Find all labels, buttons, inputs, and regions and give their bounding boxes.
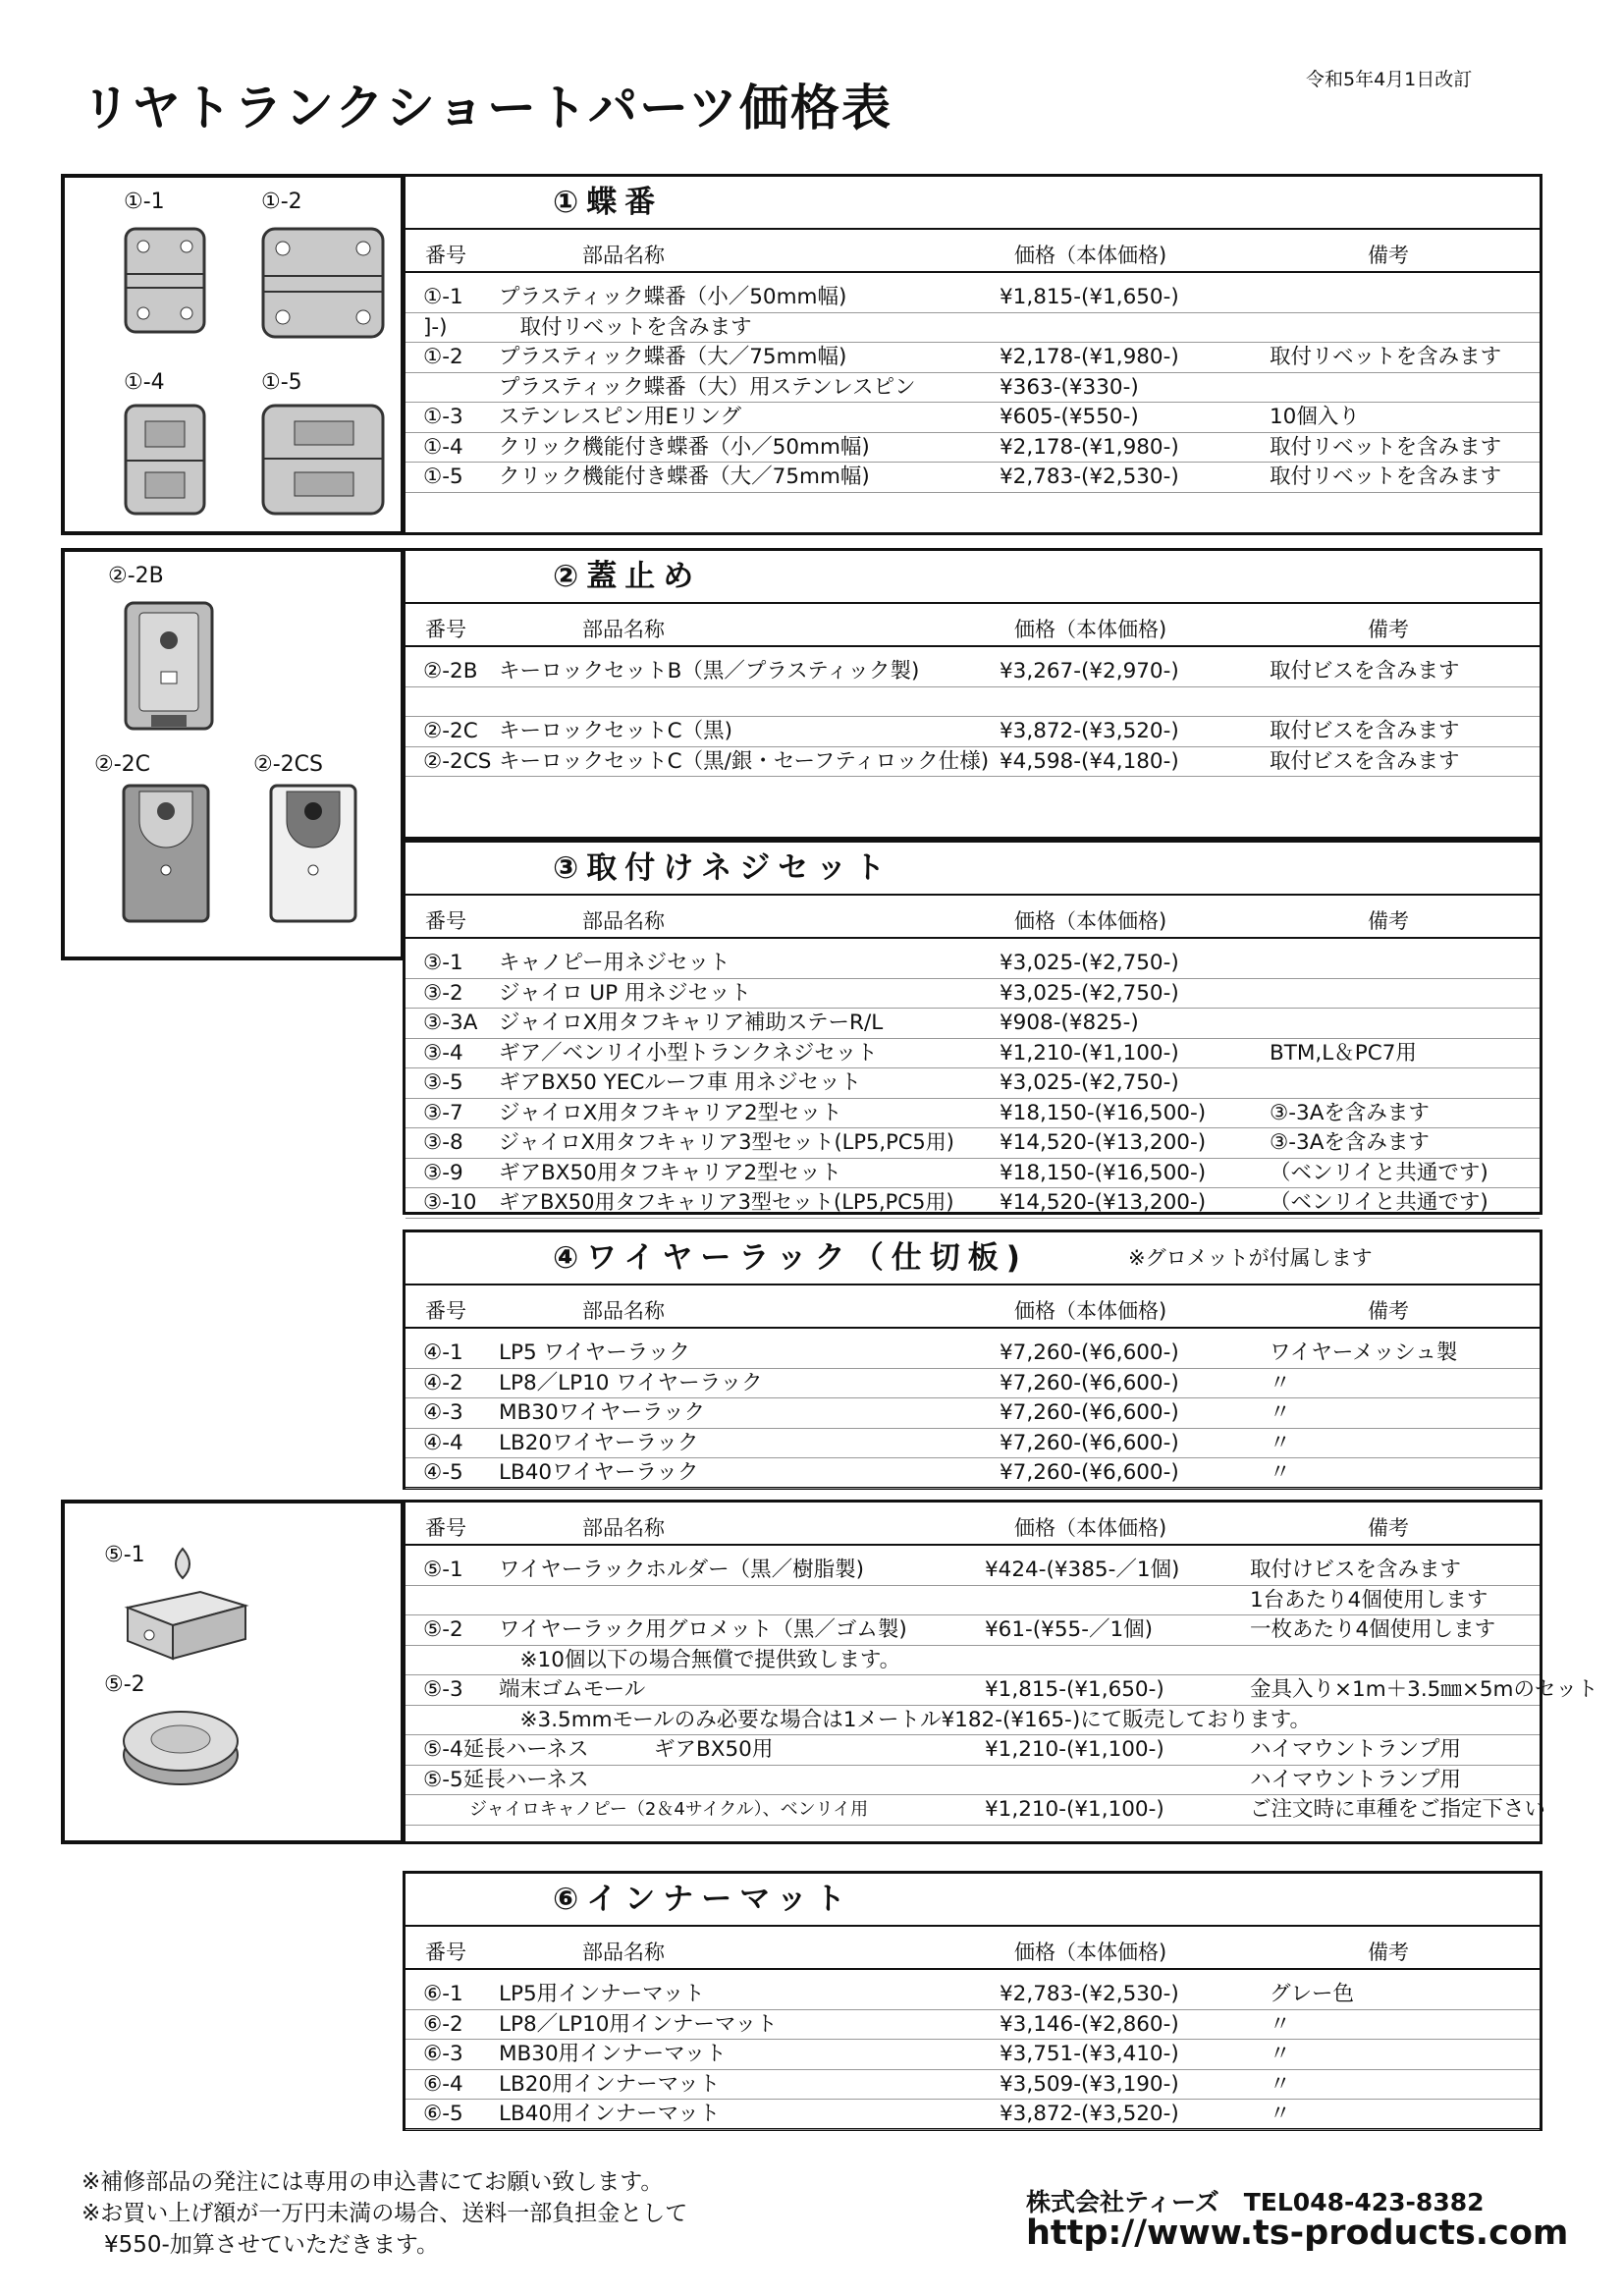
image-label: ⑤-2 [104,1672,145,1697]
cell-note: 取付けビスを含みます [1250,1558,1462,1582]
cell-name: LP8／LP10用インナーマット [499,2011,778,2037]
cell-name: キャノピー用ネジセット [499,951,730,975]
table-row [406,1675,1598,1706]
cell-no: ①-3 [423,405,463,429]
table-row [406,1646,1540,1676]
table-row [406,343,1540,373]
cell-name: ワイヤーラックホルダー（黒／樹脂製) [499,1558,864,1582]
cell-no: ③-5 [423,1070,463,1095]
column-header-note: 備考 [1368,244,1409,267]
cell-price: ¥7,260-(¥6,600-) [1000,1370,1179,1395]
cell-note: ③-3Aを含みます [1270,1130,1430,1155]
cell-no: ⑤-4延長ハーネス [423,1737,589,1762]
cell-note: 〃 [1270,2102,1291,2126]
cell-no: ⑥-3 [423,2042,463,2066]
column-header-no: 番号 [425,1941,466,1964]
column-header-price: 価格（本体価格) [1014,1299,1167,1323]
cell-name: LB40ワイヤーラック [499,1460,699,1485]
image-label: ②-2C [94,752,151,777]
section-title-text: ⑥インナーマット [553,1882,854,1917]
cell-price: ¥3,872-(¥3,520-) [1000,2102,1179,2126]
cell-no: ⑥-2 [423,2011,463,2037]
table-row [406,2070,1540,2101]
footer-notes [81,2166,687,2261]
cell-note: （ベンリイと共通です) [1270,1190,1488,1215]
cell-price: ¥7,260-(¥6,600-) [1000,1340,1179,1365]
table-row [406,1369,1540,1399]
section-title [406,177,1540,230]
cell-note: 〃 [1270,2042,1291,2066]
table-row [406,657,1540,687]
cell-name: ギアBX50用タフキャリア3型セット(LP5,PC5用) [499,1190,954,1214]
wire-rack-holder-image [114,1541,261,1668]
cell-name: ジャイロ UP 用ネジセット [499,980,751,1006]
table-row [406,1188,1540,1219]
company-info: 株式会社ティーズ TEL048-423-8382 [1026,2188,1485,2216]
cell-no: ⑤-2 [423,1617,463,1642]
section-title [406,1874,1540,1927]
cell-no: ①-4 [423,434,463,460]
image-panel-5 [61,1500,405,1844]
cell-price: ¥3,751-(¥3,410-) [1000,2042,1179,2066]
cell-note: 取付リベットを含みます [1270,345,1502,369]
cell-price: ¥3,509-(¥3,190-) [1000,2071,1179,2097]
image-label: ①-4 [124,370,165,395]
table-row [406,687,1540,718]
cell-name: キーロックセットC（黒) [499,719,732,743]
cell-note: （ベンリイと共通です) [1270,1160,1488,1185]
column-header-price: 価格（本体価格) [1014,1941,1167,1964]
column-header-no: 番号 [425,618,466,641]
company-url[interactable]: http://www.ts-products.com [1026,2214,1569,2253]
table-row [406,463,1540,493]
cell-price: ¥14,520-(¥13,200-) [1000,1190,1207,1215]
cell-name: ギアBX50用タフキャリア2型セット [499,1160,842,1185]
cell-note: 取付リベットを含みます [1270,434,1502,460]
cell-price: ¥18,150-(¥16,500-) [1000,1100,1207,1125]
cell-name: キーロックセットC（黒/銀・セーフティロック仕様) [499,748,990,774]
cell-price: ¥2,783-(¥2,530-) [1000,1982,1179,2006]
column-header-name: 部品名称 [582,1516,665,1540]
cell-note: ワイヤーメッシュ製 [1270,1340,1458,1365]
cell-name: ジャイロX用タフキャリア2型セット [499,1100,842,1125]
column-header [406,1503,1540,1546]
cell-price: ¥3,025-(¥2,750-) [1000,951,1179,975]
table-row [406,373,1540,404]
footer-note-1: ※補修部品の発注には専用の申込書にてお願い致します。 [81,2169,664,2195]
table-row [406,1735,1540,1766]
section-title [406,843,1540,896]
cell-name: ジャイロキャノピー（2＆4サイクル）、ベンリイ用 [469,1799,869,1820]
section-screw-set [403,840,1542,1215]
column-header [406,230,1540,273]
section-lid-stopper [403,548,1542,840]
click-hinge-small-image [122,402,210,519]
section-title [406,1232,1540,1285]
cell-no: ①-2 [423,345,463,369]
cell-note: 1台あたり4個使用します [1250,1587,1488,1613]
cell-price: ¥3,146-(¥2,860-) [1000,2011,1179,2037]
cell-price: ¥424-(¥385-／1個) [985,1558,1180,1582]
table-row [406,2100,1540,2130]
cell-no: ③-10 [423,1190,477,1215]
table-row [406,1795,1546,1826]
table-row [406,433,1540,464]
revision-date: 令和5年4月1日改訂 [1306,69,1473,90]
column-header-note: 備考 [1368,1516,1409,1540]
cell-note: グレー色 [1270,1982,1355,2006]
column-header-note: 備考 [1368,618,1409,641]
cell-name: MB30用インナーマット [499,2042,727,2066]
table-row [406,1586,1540,1616]
column-header-no: 番号 [425,1299,466,1323]
cell-note: 〃 [1270,1430,1291,1455]
column-header [406,1285,1540,1329]
table-row [406,2010,1540,2041]
column-header [406,1927,1540,1970]
column-header-name: 部品名称 [582,1299,665,1323]
cell-no: ①-5 [423,465,463,489]
cell-no: ③-8 [423,1130,463,1155]
section-title-text: ④ワイヤーラック（仕切板) [553,1240,1028,1276]
table-row [406,1429,1540,1459]
cell-price: ¥2,783-(¥2,530-) [1000,465,1179,489]
column-header [406,604,1540,647]
cell-price: ¥14,520-(¥13,200-) [1000,1130,1207,1155]
cell-no: ③-7 [423,1100,463,1125]
table-row [406,313,1540,344]
table-row [406,1039,1540,1069]
column-header-price: 価格（本体価格) [1014,618,1167,641]
cell-price: ¥908-(¥825-) [1000,1011,1139,1035]
column-header-price: 価格（本体価格) [1014,244,1167,267]
image-label: ⑤-1 [104,1543,145,1567]
cell-name: LP5用インナーマット [499,1982,705,2006]
cell-note: ハイマウントランプ用 [1250,1737,1462,1762]
cell-no: ④-4 [423,1430,463,1455]
section-inner-mat [403,1871,1542,2131]
cell-price: ¥1,815-(¥1,650-) [985,1677,1164,1702]
cell-price: ¥363-(¥330-) [1000,374,1139,400]
cell-name: ギア／ベンリイ小型トランクネジセット [499,1040,878,1066]
cell-name: MB30ワイヤーラック [499,1400,706,1425]
cell-name: プラスティック蝶番（大）用ステンレスピン [499,374,916,400]
table-row [406,1339,1540,1369]
cell-price: ¥7,260-(¥6,600-) [1000,1430,1179,1455]
page-title: リヤトランクショートパーツ価格表 [81,80,893,137]
cell-price: ¥18,150-(¥16,500-) [1000,1160,1207,1185]
section-title-text: ②蓋止め [553,559,702,594]
cell-price: ¥61-(¥55-／1個) [985,1617,1154,1642]
table-row [406,1099,1540,1129]
cell-no: ⑤-5延長ハーネス [423,1767,589,1792]
cell-name: ステンレスピン用Eリング [499,405,741,429]
cell-note: 〃 [1270,2011,1291,2037]
cell-price: ¥4,598-(¥4,180-) [1000,748,1179,774]
cell-no: ⑤-3 [423,1677,463,1702]
click-hinge-large-image [259,402,389,519]
cell-note: 〃 [1270,1400,1291,1425]
cell-no: ③-2 [423,980,463,1006]
section-title-text: ①蝶番 [553,185,664,220]
cell-name: ※3.5mmモールのみ必要な場合は1メートル¥182-(¥165-)にて販売しております。 [499,1707,1311,1732]
cell-name: ※10個以下の場合無償で提供致します。 [499,1647,901,1672]
section-title [406,551,1540,604]
cell-no: ③-1 [423,951,463,975]
cell-name: キーロックセットB（黒／プラスティック製) [499,659,920,683]
cell-no: ⑥-4 [423,2071,463,2097]
cell-note: 取付ビスを含みます [1270,719,1460,743]
image-panel-1 [61,174,405,535]
cell-note: ③-3Aを含みます [1270,1100,1430,1125]
cell-no: ⑥-1 [423,1982,463,2006]
table-row [406,1458,1540,1489]
section-wire-rack-parts [403,1500,1598,1844]
cell-name: LB40用インナーマット [499,2102,721,2126]
cell-note: ハイマウントランプ用 [1250,1767,1462,1792]
section-title-text: ③取付けネジセット [553,850,893,886]
cell-name: LB20ワイヤーラック [499,1430,699,1455]
image-label: ①-5 [261,370,302,395]
column-header-price: 価格（本体価格) [1014,1516,1167,1540]
cell-note: 〃 [1270,1370,1291,1395]
table-row [406,2040,1540,2070]
table-row [406,1009,1540,1039]
cell-note: 〃 [1270,2071,1291,2097]
cell-name: ジャイロX用タフキャリア3型セット(LP5,PC5用) [499,1130,954,1154]
table-row [406,1398,1540,1429]
cell-name: LP8／LP10 ワイヤーラック [499,1370,763,1395]
table-row [406,1159,1540,1189]
table-row [406,1766,1540,1796]
table-row [406,717,1540,747]
cell-price: ¥3,267-(¥2,970-) [1000,659,1179,683]
cell-no: ③-9 [423,1160,463,1185]
grommet-image [116,1700,253,1798]
table-row [406,1128,1540,1159]
cell-price: ¥605-(¥550-) [1000,405,1139,429]
table-row [406,1068,1540,1099]
cell-price: ¥1,210-(¥1,100-) [985,1797,1164,1822]
key-lock-black-image [122,599,220,737]
cell-no: ④-3 [423,1400,463,1425]
cell-name: ギアBX50用 [612,1737,774,1762]
column-header [406,896,1540,939]
cell-note: 取付リベットを含みます [1270,465,1502,489]
cell-price: ¥2,178-(¥1,980-) [1000,345,1179,369]
table-row [406,949,1540,979]
cell-note: 10個入り [1270,405,1360,429]
image-label: ②-2B [108,564,164,588]
column-header-no: 番号 [425,1516,466,1540]
image-panel-2 [61,548,405,960]
cell-note: 取付ビスを含みます [1270,659,1460,683]
section-hinge [403,174,1542,535]
cell-price: ¥1,815-(¥1,650-) [1000,285,1179,309]
image-label: ①-1 [124,190,165,214]
cell-no: ④-1 [423,1340,463,1365]
cell-no: ②-2CS [423,748,492,774]
small-hinge-image [122,225,210,338]
cell-price: ¥2,178-(¥1,980-) [1000,434,1179,460]
cell-price: ¥7,260-(¥6,600-) [1000,1460,1179,1485]
cell-price: ¥3,025-(¥2,750-) [1000,1070,1179,1095]
column-header-name: 部品名称 [582,1941,665,1964]
column-header-name: 部品名称 [582,909,665,933]
table-row [406,403,1540,433]
cell-price: ¥3,025-(¥2,750-) [1000,980,1179,1006]
footer-note-3: ¥550-加算させていただきます。 [81,2232,439,2258]
cell-name: クリック機能付き蝶番（大／75mm幅) [499,465,870,489]
cell-name: 端末ゴムモール [499,1677,646,1702]
image-label: ①-2 [261,190,302,214]
table-row [406,979,1540,1010]
column-header-name: 部品名称 [582,244,665,267]
cell-note: BTM,L＆PC7用 [1270,1040,1417,1066]
table-row [406,747,1540,778]
image-label: ②-2CS [253,752,323,777]
cell-no: ②-2C [423,719,478,743]
cell-no: ⑤-1 [423,1558,463,1582]
cell-no: ]-) [423,314,448,340]
cell-note: 一枚あたり4個使用します [1250,1617,1496,1642]
cell-name: LB20用インナーマット [499,2071,721,2097]
cell-name: ジャイロX用タフキャリア補助ステーR/L [499,1011,884,1035]
column-header-note: 備考 [1368,1941,1409,1964]
table-row [406,1980,1540,2010]
cell-name: プラスティック蝶番（大／75mm幅) [499,345,847,369]
cell-name: 取付リベットを含みます [499,314,752,340]
cell-name: ワイヤーラック用グロメット（黒／ゴム製) [499,1617,907,1642]
table-row [406,1706,1540,1736]
cell-no: ⑥-5 [423,2102,463,2126]
column-header-no: 番号 [425,244,466,267]
section-note: ※グロメットが付属します [1128,1246,1373,1270]
cell-note: 〃 [1270,1460,1291,1485]
cell-name: LP5 ワイヤーラック [499,1340,690,1365]
cell-no: ④-2 [423,1370,463,1395]
column-header-price: 価格（本体価格) [1014,909,1167,933]
cell-note: ご注文時に車種をご指定下さい [1250,1797,1546,1822]
footer-note-2: ※お買い上げ額が一万円未満の場合、送料一部負担金として [81,2201,688,2226]
cell-name: ギアBX50 YECルーフ車 用ネジセット [499,1070,862,1095]
table-row [406,1556,1540,1586]
table-row [406,1615,1540,1646]
table-row [406,283,1540,313]
cell-no: ③-4 [423,1040,463,1066]
column-header-note: 備考 [1368,1299,1409,1323]
cell-no: ③-3A [423,1011,478,1035]
cell-name: クリック機能付き蝶番（小／50mm幅) [499,434,870,460]
large-hinge-image [259,225,389,343]
cell-price: ¥1,210-(¥1,100-) [985,1737,1164,1762]
cell-no: ④-5 [423,1460,463,1485]
cell-note: 取付ビスを含みます [1270,748,1460,774]
cell-note: 金具入り×1m＋3.5㎜×5mのセット [1250,1677,1598,1702]
cell-price: ¥7,260-(¥6,600-) [1000,1400,1179,1425]
key-lock-cs-image [267,782,365,929]
key-lock-c-image [120,782,218,929]
cell-price: ¥1,210-(¥1,100-) [1000,1040,1179,1066]
section-wire-rack [403,1230,1542,1490]
cell-no: ②-2B [423,659,478,683]
cell-no: ①-1 [423,285,463,309]
cell-price: ¥3,872-(¥3,520-) [1000,719,1179,743]
column-header-name: 部品名称 [582,618,665,641]
column-header-no: 番号 [425,909,466,933]
cell-name: プラスティック蝶番（小／50mm幅) [499,285,847,309]
column-header-note: 備考 [1368,909,1409,933]
